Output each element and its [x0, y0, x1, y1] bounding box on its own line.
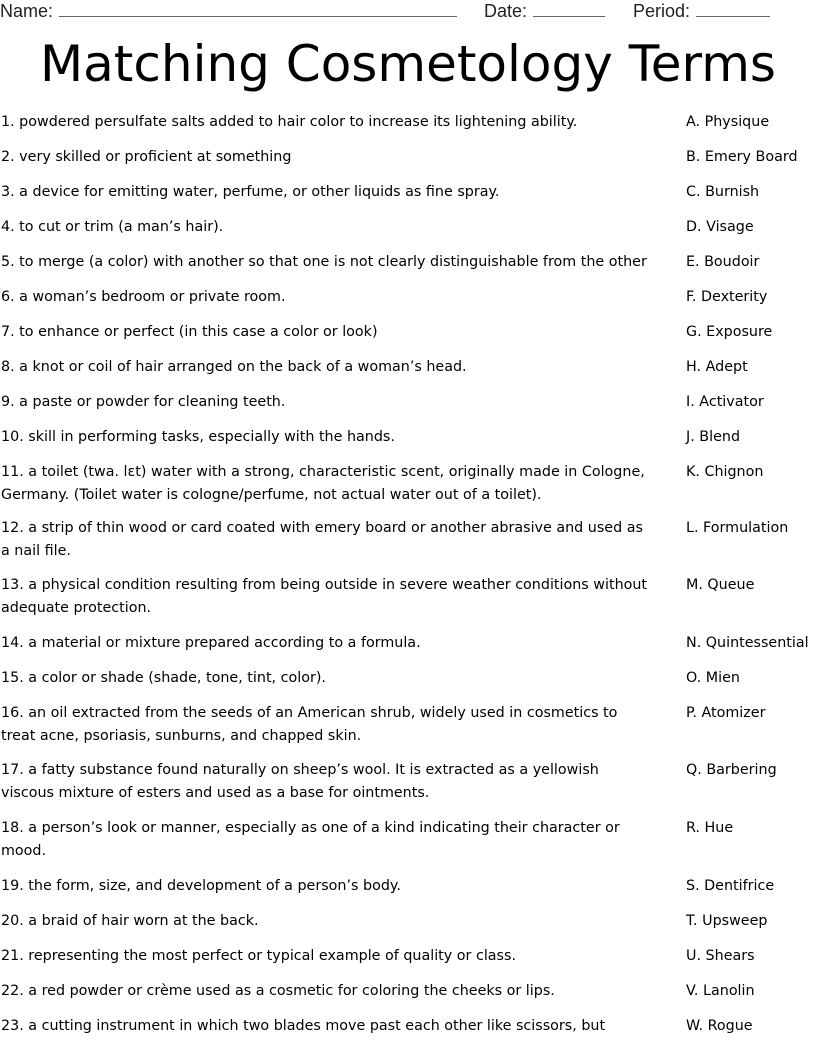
clue-text: 22. a red powder or crème used as a cosmetic for coloring the cheeks or lips.	[1, 983, 555, 999]
match-row	[0, 391, 816, 414]
match-row	[0, 461, 816, 507]
answer-option: A. Physique	[686, 114, 770, 130]
match-row	[0, 426, 816, 449]
answer-option: W. Rogue	[686, 1018, 753, 1034]
date-blank-line[interactable]	[533, 0, 605, 17]
clue-text: 3. a device for emitting water, perfume, or other liquids as fine spray.	[1, 184, 500, 200]
answer-option: M. Queue	[686, 577, 755, 593]
match-row	[0, 817, 816, 863]
worksheet-header	[0, 0, 816, 24]
match-row	[0, 356, 816, 379]
answer-option: L. Formulation	[686, 520, 789, 536]
clue-text: 1. powdered persulfate salts added to hair color to increase its lightening ability.	[1, 114, 578, 130]
period-blank-line[interactable]	[696, 0, 770, 17]
page-title: Matching Cosmetology Terms	[40, 35, 776, 93]
clue-text: 17. a fatty substance found naturally on sheep’s wool. It is extracted as a yellowish viscous mixture of esters and used as a base for ointments.	[1, 762, 599, 801]
match-row	[0, 146, 816, 169]
date-field	[484, 0, 605, 22]
clue-text: 9. a paste or powder for cleaning teeth.	[1, 394, 286, 410]
answer-option: P. Atomizer	[686, 705, 766, 721]
clue-text: 10. skill in performing tasks, especially with the hands.	[1, 429, 395, 445]
answer-option: N. Quintessential	[686, 635, 809, 651]
match-row	[0, 910, 816, 933]
answer-option: C. Burnish	[686, 184, 760, 200]
clue-text: 15. a color or shade (shade, tone, tint, color).	[1, 670, 326, 686]
clue-text: 8. a knot or coil of hair arranged on the back of a woman’s head.	[1, 359, 467, 375]
period-label: Period:	[633, 1, 691, 21]
answer-option: R. Hue	[686, 820, 734, 836]
name-blank-line[interactable]	[59, 0, 457, 17]
match-row	[0, 875, 816, 898]
answer-option: J. Blend	[686, 429, 741, 445]
answer-option: H. Adept	[686, 359, 748, 375]
clue-text: 7. to enhance or perfect (in this case a color or look)	[1, 324, 378, 340]
date-label: Date:	[484, 1, 528, 21]
clue-text: 23. a cutting instrument in which two blades move past each other like scissors, but	[1, 1018, 606, 1034]
clue-text: 21. representing the most perfect or typical example of quality or class.	[1, 948, 516, 964]
match-row	[0, 632, 816, 655]
clue-text: 19. the form, size, and development of a person’s body.	[1, 878, 401, 894]
clue-text: 18. a person’s look or manner, especially as one of a kind indicating their character or mood.	[1, 820, 620, 859]
match-row	[0, 667, 816, 690]
answer-option: V. Lanolin	[686, 983, 755, 999]
answer-option: K. Chignon	[686, 464, 764, 480]
answer-option: E. Boudoir	[686, 254, 760, 270]
match-row	[0, 111, 816, 134]
match-row	[0, 574, 816, 620]
match-row	[0, 1015, 816, 1038]
matching-list	[0, 111, 816, 1038]
clue-text: 4. to cut or trim (a man’s hair).	[1, 219, 224, 235]
period-field	[633, 0, 770, 22]
clue-text: 12. a strip of thin wood or card coated with emery board or another abrasive and used as a nail file.	[1, 520, 643, 559]
match-row	[0, 980, 816, 1003]
answer-option: Q. Barbering	[686, 762, 777, 778]
clue-text: 5. to merge (a color) with another so that one is not clearly distinguishable from the other	[1, 254, 647, 270]
answer-option: T. Upsweep	[686, 913, 768, 929]
name-field	[0, 0, 457, 22]
match-row	[0, 517, 816, 563]
answer-option: O. Mien	[686, 670, 740, 686]
clue-text: 16. an oil extracted from the seeds of an American shrub, widely used in cosmetics to treat acne, psoriasis, sunburns, and chapped skin.	[1, 705, 618, 744]
answer-option: D. Visage	[686, 219, 754, 235]
match-row	[0, 321, 816, 344]
name-label: Name:	[0, 1, 54, 21]
match-row	[0, 702, 816, 748]
answer-option: S. Dentifrice	[686, 878, 775, 894]
match-row	[0, 216, 816, 239]
clue-text: 11. a toilet (twa. lɛt) water with a strong, characteristic scent, originally made in Cologne, Germany. (Toilet water is cologne/perfume, not actual water out of a toilet).	[1, 464, 645, 503]
clue-text: 13. a physical condition resulting from being outside in severe weather conditions without adequate protection.	[1, 577, 648, 616]
match-row	[0, 945, 816, 968]
match-row	[0, 181, 816, 204]
answer-option: I. Activator	[686, 394, 764, 410]
match-row	[0, 759, 816, 805]
answer-option: G. Exposure	[686, 324, 773, 340]
match-row	[0, 251, 816, 274]
answer-option: B. Emery Board	[686, 149, 798, 165]
clue-text: 6. a woman’s bedroom or private room.	[1, 289, 286, 305]
clue-text: 20. a braid of hair worn at the back.	[1, 913, 259, 929]
clue-text: 2. very skilled or proficient at something	[1, 149, 292, 165]
answer-option: U. Shears	[686, 948, 755, 964]
clue-text: 14. a material or mixture prepared according to a formula.	[1, 635, 421, 651]
match-row	[0, 286, 816, 309]
answer-option: F. Dexterity	[686, 289, 768, 305]
